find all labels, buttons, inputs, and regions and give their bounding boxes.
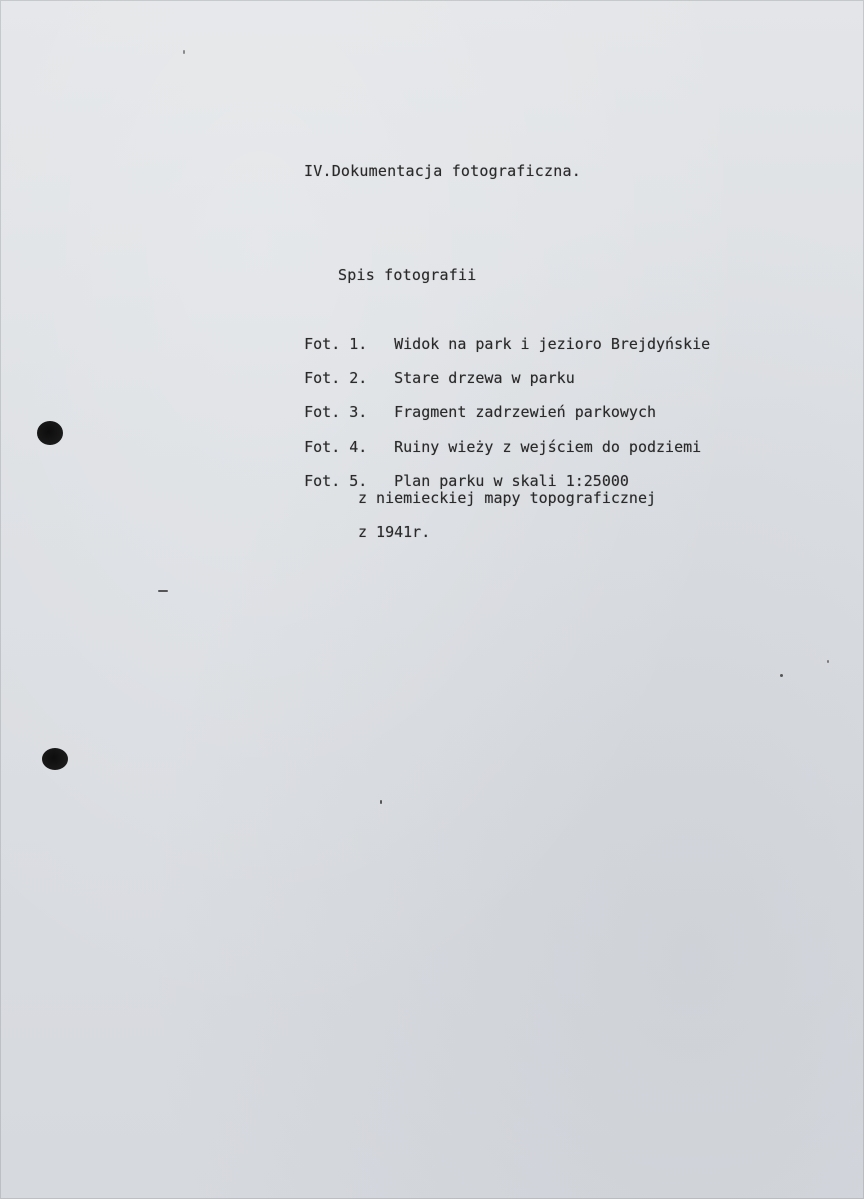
photo-caption: Fragment zadrzewień parkowych xyxy=(394,403,657,421)
photo-number: Fot. 4. xyxy=(304,438,368,456)
photo-number: Fot. 3. xyxy=(304,403,368,421)
photo-caption-continuation: z niemieckiej mapy topograficznej xyxy=(358,489,657,507)
paper-mark xyxy=(158,590,168,592)
paper-mark xyxy=(380,800,382,804)
photo-caption: Widok na park i jezioro Brejdyńskie xyxy=(394,335,711,353)
punch-hole-lower xyxy=(42,748,68,770)
photo-caption: Ruiny wieży z wejściem do podziemi xyxy=(394,438,702,456)
paper-mark xyxy=(183,50,185,54)
paper-mark xyxy=(780,674,783,677)
page-heading: IV.Dokumentacja fotograficzna. xyxy=(304,162,581,180)
photo-caption-continuation: z 1941r. xyxy=(358,523,431,541)
punch-hole-upper xyxy=(37,421,63,445)
paper-mark xyxy=(827,660,829,663)
photo-number: Fot. 2. xyxy=(304,369,368,387)
photo-caption: Plan parku w skali 1:25000 xyxy=(394,472,629,490)
photo-caption: Stare drzewa w parku xyxy=(394,369,575,387)
photo-number: Fot. 1. xyxy=(304,335,368,353)
photo-list-title: Spis fotografii xyxy=(338,266,477,284)
photo-number: Fot. 5. xyxy=(304,472,368,490)
